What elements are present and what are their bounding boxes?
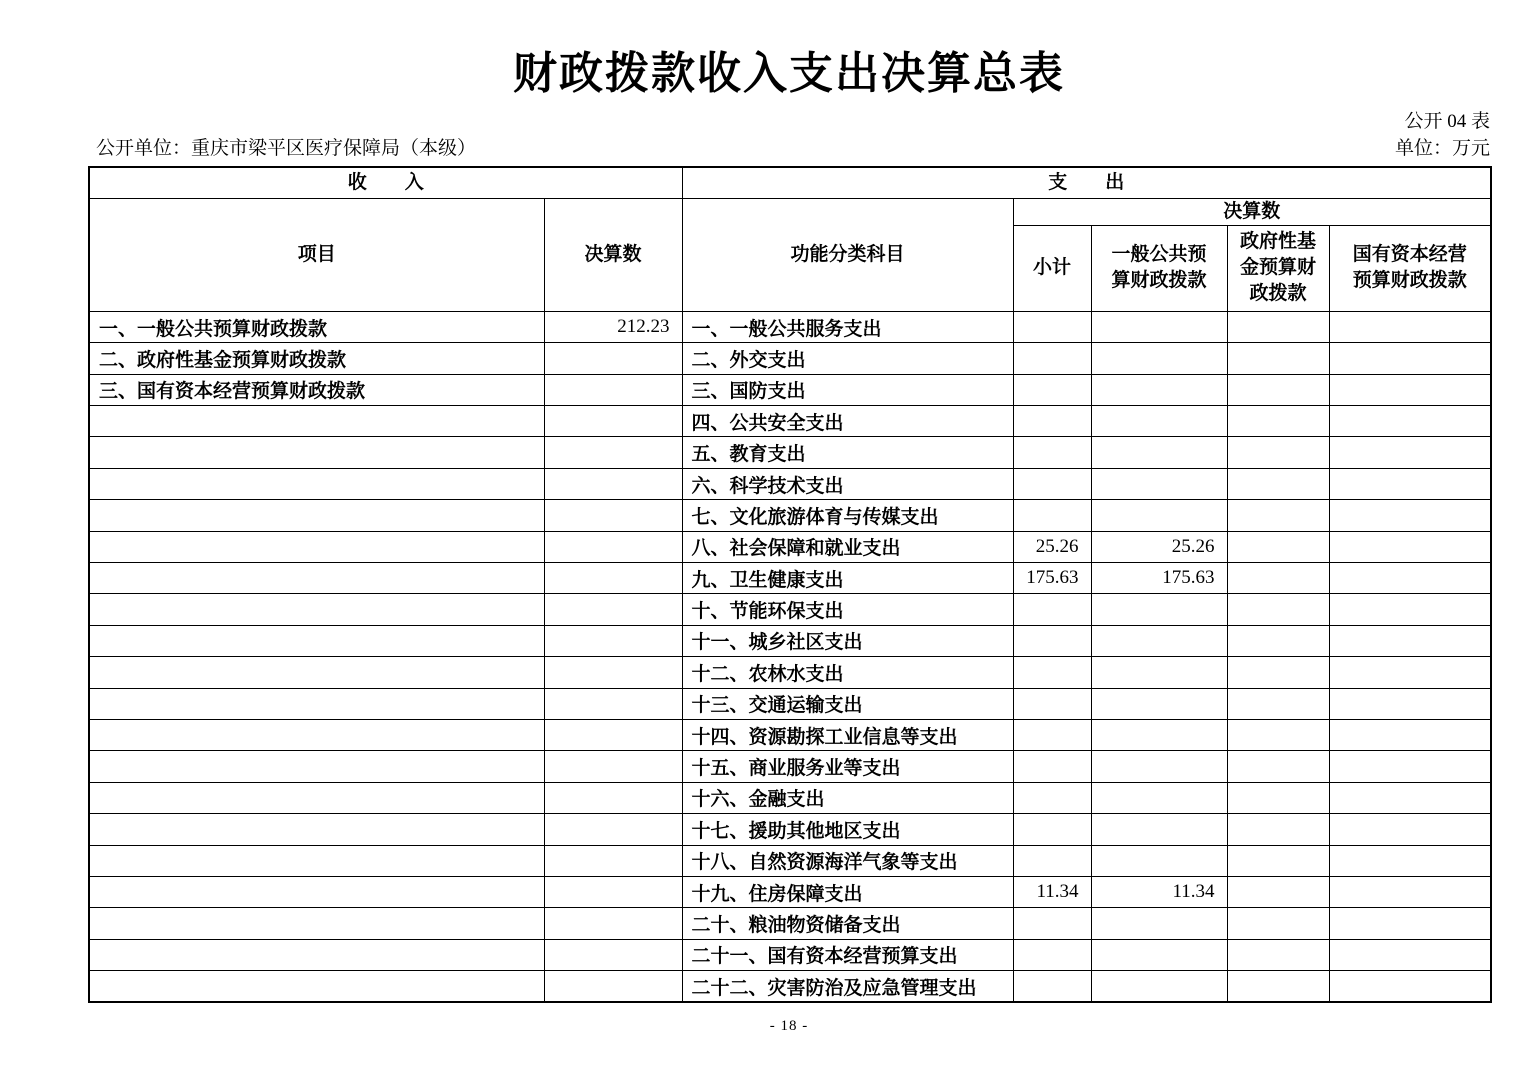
table-row <box>89 876 1491 907</box>
expense-gov-fund-cell <box>1227 657 1329 688</box>
expense-general-budget-cell <box>1091 719 1227 750</box>
income-item-cell <box>89 657 544 688</box>
expense-gov-fund-cell <box>1227 782 1329 813</box>
expense-item-cell: 十四、资源勘探工业信息等支出 <box>682 719 1013 750</box>
expense-gov-fund-cell <box>1227 343 1329 374</box>
table-row <box>89 814 1491 845</box>
expense-general-budget-cell <box>1091 437 1227 468</box>
expense-item-cell: 九、卫生健康支出 <box>682 563 1013 594</box>
table-row <box>89 845 1491 876</box>
publisher-label: 公开单位：重庆市梁平区医疗保障局（本级） <box>96 138 477 160</box>
table-row <box>89 939 1491 970</box>
document-page <box>88 0 1490 1035</box>
expense-state-capital-cell <box>1329 908 1491 939</box>
expense-gov-fund-cell <box>1227 531 1329 562</box>
income-final-cell <box>544 594 682 625</box>
expense-subtotal-cell <box>1013 468 1091 499</box>
expense-subtotal-cell <box>1013 311 1091 342</box>
expense-state-capital-cell <box>1329 719 1491 750</box>
expense-item-cell: 七、文化旅游体育与传媒支出 <box>682 500 1013 531</box>
table-head <box>89 167 1491 311</box>
expense-item-cell: 十二、农林水支出 <box>682 657 1013 688</box>
expense-subtotal-cell <box>1013 406 1091 437</box>
expense-subtotal-cell <box>1013 688 1091 719</box>
income-item-cell <box>89 437 544 468</box>
form-code: 公开 04 表 <box>1404 111 1490 133</box>
table-row <box>89 437 1491 468</box>
table-row <box>89 374 1491 405</box>
expense-general-budget-cell <box>1091 908 1227 939</box>
expense-item-cell: 三、国防支出 <box>682 374 1013 405</box>
expense-state-capital-cell <box>1329 845 1491 876</box>
expense-state-capital-cell <box>1329 374 1491 405</box>
table-row <box>89 688 1491 719</box>
expense-state-capital-cell <box>1329 939 1491 970</box>
expense-state-capital-cell <box>1329 343 1491 374</box>
table-row <box>89 594 1491 625</box>
table-row <box>89 500 1491 531</box>
expense-general-budget-cell <box>1091 500 1227 531</box>
expense-general-budget-cell: 11.34 <box>1091 876 1227 907</box>
expense-state-capital-cell <box>1329 625 1491 656</box>
col-header-general-budget: 一般公共预算财政拨款 <box>1091 225 1227 311</box>
expense-subtotal-cell <box>1013 845 1091 876</box>
expense-item-cell: 二十、粮油物资储备支出 <box>682 908 1013 939</box>
income-final-cell <box>544 751 682 782</box>
expense-gov-fund-cell <box>1227 845 1329 876</box>
col-header-income-item: 项目 <box>89 198 544 311</box>
income-final-cell <box>544 876 682 907</box>
income-item-cell <box>89 531 544 562</box>
expense-item-cell: 十五、商业服务业等支出 <box>682 751 1013 782</box>
expense-general-budget-cell <box>1091 468 1227 499</box>
expense-subtotal-cell <box>1013 594 1091 625</box>
page-number: - 18 - <box>769 1017 809 1034</box>
col-header-income-final: 决算数 <box>544 198 682 311</box>
expense-gov-fund-cell <box>1227 719 1329 750</box>
expense-general-budget-cell <box>1091 657 1227 688</box>
expense-subtotal-cell <box>1013 500 1091 531</box>
meta-row <box>88 137 1490 161</box>
income-item-cell <box>89 876 544 907</box>
expense-gov-fund-cell <box>1227 814 1329 845</box>
income-final-cell <box>544 563 682 594</box>
expense-item-cell: 十七、援助其他地区支出 <box>682 814 1013 845</box>
income-final-cell <box>544 939 682 970</box>
table-row <box>89 343 1491 374</box>
expense-state-capital-cell <box>1329 657 1491 688</box>
expense-gov-fund-cell <box>1227 751 1329 782</box>
expense-general-budget-cell: 175.63 <box>1091 563 1227 594</box>
expense-state-capital-cell <box>1329 751 1491 782</box>
table-row <box>89 908 1491 939</box>
income-item-cell <box>89 908 544 939</box>
income-final-cell <box>544 500 682 531</box>
expense-gov-fund-cell <box>1227 563 1329 594</box>
income-item-cell <box>89 563 544 594</box>
table-row <box>89 531 1491 562</box>
income-item-cell <box>89 939 544 970</box>
expense-subtotal-cell <box>1013 971 1091 1002</box>
expense-general-budget-cell <box>1091 751 1227 782</box>
income-final-cell <box>544 782 682 813</box>
expense-subtotal-cell: 11.34 <box>1013 876 1091 907</box>
expense-subtotal-cell: 25.26 <box>1013 531 1091 562</box>
expense-subtotal-cell <box>1013 657 1091 688</box>
income-item-cell <box>89 751 544 782</box>
expense-subtotal-cell <box>1013 814 1091 845</box>
expense-item-cell: 一、一般公共服务支出 <box>682 311 1013 342</box>
income-section-header: 收 入 <box>89 167 682 198</box>
table-row <box>89 657 1491 688</box>
table-row <box>89 625 1491 656</box>
expense-subtotal-cell <box>1013 939 1091 970</box>
expense-subtotal-cell <box>1013 908 1091 939</box>
table-row <box>89 971 1491 1002</box>
expense-general-budget-cell <box>1091 971 1227 1002</box>
income-final-cell <box>544 657 682 688</box>
income-final-cell <box>544 437 682 468</box>
income-item-cell <box>89 406 544 437</box>
expense-subtotal-cell <box>1013 719 1091 750</box>
table-row <box>89 311 1491 342</box>
expense-gov-fund-cell <box>1227 594 1329 625</box>
table-row <box>89 751 1491 782</box>
expense-general-budget-cell <box>1091 343 1227 374</box>
expense-gov-fund-cell <box>1227 311 1329 342</box>
fiscal-appropriation-table <box>88 166 1492 1003</box>
expense-item-cell: 二、外交支出 <box>682 343 1013 374</box>
income-final-cell <box>544 719 682 750</box>
table-row <box>89 406 1491 437</box>
income-item-cell <box>89 814 544 845</box>
expense-gov-fund-cell <box>1227 688 1329 719</box>
income-final-cell <box>544 374 682 405</box>
income-final-cell <box>544 814 682 845</box>
table-row <box>89 563 1491 594</box>
income-final-cell <box>544 845 682 876</box>
income-item-cell <box>89 625 544 656</box>
expense-gov-fund-cell <box>1227 374 1329 405</box>
income-final-cell <box>544 468 682 499</box>
expense-state-capital-cell <box>1329 563 1491 594</box>
col-header-subtotal: 小计 <box>1013 225 1091 311</box>
expense-section-header: 支 出 <box>682 167 1491 198</box>
col-header-final-group: 决算数 <box>1013 198 1491 225</box>
expense-subtotal-cell: 175.63 <box>1013 563 1091 594</box>
income-final-cell <box>544 625 682 656</box>
income-final-cell: 212.23 <box>544 311 682 342</box>
expense-gov-fund-cell <box>1227 625 1329 656</box>
expense-subtotal-cell <box>1013 437 1091 468</box>
income-item-cell <box>89 468 544 499</box>
expense-subtotal-cell <box>1013 343 1091 374</box>
income-final-cell <box>544 343 682 374</box>
expense-item-cell: 四、公共安全支出 <box>682 406 1013 437</box>
expense-state-capital-cell <box>1329 814 1491 845</box>
expense-item-cell: 八、社会保障和就业支出 <box>682 531 1013 562</box>
income-final-cell <box>544 971 682 1002</box>
expense-state-capital-cell <box>1329 468 1491 499</box>
expense-subtotal-cell <box>1013 782 1091 813</box>
page-title: 财政拨款收入支出决算总表 <box>513 49 1065 98</box>
expense-item-cell: 二十一、国有资本经营预算支出 <box>682 939 1013 970</box>
income-final-cell <box>544 688 682 719</box>
expense-state-capital-cell <box>1329 311 1491 342</box>
income-final-cell <box>544 531 682 562</box>
table-row <box>89 719 1491 750</box>
table-row <box>89 468 1491 499</box>
expense-gov-fund-cell <box>1227 437 1329 468</box>
unit-note: 单位：万元 <box>1394 138 1490 160</box>
expense-gov-fund-cell <box>1227 908 1329 939</box>
expense-item-cell: 十八、自然资源海洋气象等支出 <box>682 845 1013 876</box>
expense-item-cell: 十一、城乡社区支出 <box>682 625 1013 656</box>
expense-general-budget-cell <box>1091 625 1227 656</box>
expense-general-budget-cell <box>1091 688 1227 719</box>
expense-state-capital-cell <box>1329 500 1491 531</box>
expense-subtotal-cell <box>1013 751 1091 782</box>
income-item-cell <box>89 688 544 719</box>
expense-item-cell: 十三、交通运输支出 <box>682 688 1013 719</box>
expense-general-budget-cell <box>1091 311 1227 342</box>
income-item-cell: 三、国有资本经营预算财政拨款 <box>89 374 544 405</box>
section-header-row <box>89 167 1491 198</box>
expense-item-cell: 六、科学技术支出 <box>682 468 1013 499</box>
expense-general-budget-cell <box>1091 845 1227 876</box>
expense-subtotal-cell <box>1013 374 1091 405</box>
expense-general-budget-cell <box>1091 594 1227 625</box>
expense-subtotal-cell <box>1013 625 1091 656</box>
expense-state-capital-cell <box>1329 406 1491 437</box>
expense-gov-fund-cell <box>1227 971 1329 1002</box>
expense-general-budget-cell <box>1091 406 1227 437</box>
expense-item-cell: 十九、住房保障支出 <box>682 876 1013 907</box>
income-item-cell <box>89 719 544 750</box>
expense-item-cell: 五、教育支出 <box>682 437 1013 468</box>
expense-item-cell: 十六、金融支出 <box>682 782 1013 813</box>
expense-general-budget-cell <box>1091 782 1227 813</box>
expense-state-capital-cell <box>1329 971 1491 1002</box>
col-header-gov-fund: 政府性基金预算财政拨款 <box>1227 225 1329 311</box>
col-header-state-capital: 国有资本经营预算财政拨款 <box>1329 225 1491 311</box>
expense-gov-fund-cell <box>1227 939 1329 970</box>
col-header-subject: 功能分类科目 <box>682 198 1013 311</box>
expense-gov-fund-cell <box>1227 406 1329 437</box>
expense-gov-fund-cell <box>1227 468 1329 499</box>
column-header-row <box>89 198 1491 225</box>
expense-general-budget-cell <box>1091 814 1227 845</box>
income-final-cell <box>544 908 682 939</box>
income-item-cell <box>89 782 544 813</box>
expense-item-cell: 二十二、灾害防治及应急管理支出 <box>682 971 1013 1002</box>
expense-general-budget-cell <box>1091 374 1227 405</box>
income-item-cell: 一、一般公共预算财政拨款 <box>89 311 544 342</box>
income-item-cell <box>89 845 544 876</box>
expense-item-cell: 十、节能环保支出 <box>682 594 1013 625</box>
expense-state-capital-cell <box>1329 688 1491 719</box>
table-body <box>89 311 1491 1002</box>
expense-general-budget-cell <box>1091 939 1227 970</box>
expense-state-capital-cell <box>1329 782 1491 813</box>
expense-gov-fund-cell <box>1227 876 1329 907</box>
income-item-cell <box>89 500 544 531</box>
expense-state-capital-cell <box>1329 531 1491 562</box>
expense-general-budget-cell: 25.26 <box>1091 531 1227 562</box>
expense-state-capital-cell <box>1329 594 1491 625</box>
income-item-cell <box>89 594 544 625</box>
income-item-cell: 二、政府性基金预算财政拨款 <box>89 343 544 374</box>
expense-state-capital-cell <box>1329 876 1491 907</box>
income-item-cell <box>89 971 544 1002</box>
expense-state-capital-cell <box>1329 437 1491 468</box>
table-row <box>89 782 1491 813</box>
expense-gov-fund-cell <box>1227 500 1329 531</box>
income-final-cell <box>544 406 682 437</box>
